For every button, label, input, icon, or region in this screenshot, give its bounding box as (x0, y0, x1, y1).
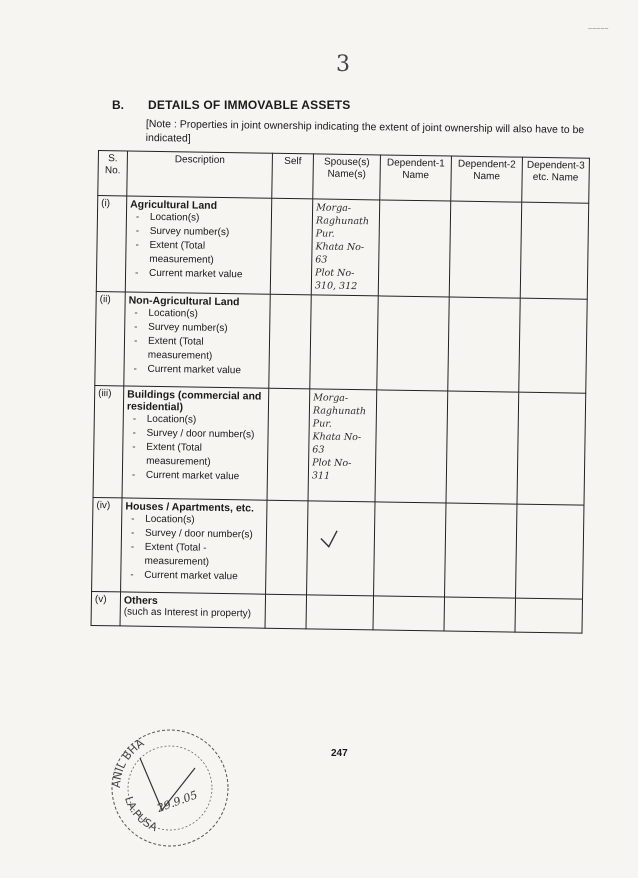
footer-page-number: 247 (331, 748, 348, 759)
header-dependent-1: Dependent-1 Name (380, 155, 452, 201)
list-item: - Location(s) (134, 307, 266, 323)
row-title: Buildings (commercial and residential) (126, 388, 262, 414)
stamp-date: 29.9.05 (155, 788, 200, 815)
row-description (120, 592, 266, 628)
list-item: - Survey / door number(s) (131, 527, 263, 543)
row-description (125, 196, 271, 294)
row-self-cell (266, 500, 308, 595)
list-item: - Extent (Total - measurement) (130, 541, 262, 571)
row-dependent-3-cell (519, 298, 587, 393)
assets-table (91, 150, 590, 634)
header-description: Description (127, 151, 273, 198)
list-item: - Extent (Total measurement) (132, 441, 264, 471)
list-item: - Location(s) (133, 413, 265, 429)
row-spouse-cell (308, 389, 377, 502)
row-dependent-1-cell (378, 200, 450, 297)
row-title: Agricultural Land (130, 198, 218, 212)
handwritten-entry (310, 597, 370, 598)
handwritten-entry: Morga- Raghunath Pur. Khata No- 63 Plot No- 310, 312 (314, 202, 370, 293)
row-dependent-1-cell (375, 390, 448, 503)
section-letter: B. (112, 98, 124, 112)
row-self-cell (267, 388, 310, 501)
row-dependent-2-cell (445, 503, 517, 598)
row-title: Others (123, 594, 158, 607)
list-item: - Current market value (133, 363, 265, 379)
table-header-row (98, 151, 590, 204)
stamp-ring-bottom: LA.PUSA (122, 794, 160, 835)
handwritten-tick-mark (311, 516, 352, 557)
row-dependent-2-cell (446, 391, 519, 504)
row-dependent-3-cell (515, 598, 583, 633)
list-item: - Extent (Total measurement) (135, 239, 267, 269)
row-description (124, 292, 270, 388)
row-subtitle: (such as Interest in property) (123, 606, 252, 620)
row-self-cell (270, 198, 313, 295)
list-item: - Survey number(s) (134, 321, 266, 337)
list-item: - Current market value (132, 469, 264, 485)
row-dependent-1-cell (374, 502, 446, 597)
row-dependent-2-cell (444, 597, 516, 632)
list-item: - Current market value (135, 267, 267, 283)
header-sno: S. No. (98, 151, 128, 196)
row-self-cell (269, 294, 311, 389)
row-spouse-cell (306, 595, 374, 630)
row-dependent-1-cell (377, 296, 449, 391)
table-row (95, 291, 587, 393)
handwritten-entry (311, 503, 372, 561)
table-row (91, 591, 582, 633)
row-sno: (i) (96, 196, 127, 292)
section-title: DETAILS OF IMMOVABLE ASSETS (148, 98, 351, 112)
row-description (121, 498, 267, 594)
handwritten-entry (315, 297, 375, 298)
row-spouse-cell (307, 501, 375, 596)
row-dependent-2-cell (449, 201, 521, 298)
header-self: Self (272, 153, 314, 199)
table-row (93, 385, 586, 505)
official-stamp (100, 718, 240, 848)
header-dependent-3: Dependent-3 etc. Name (522, 157, 590, 203)
row-sno: (ii) (95, 291, 125, 385)
handwritten-page-number: 3 (336, 52, 350, 77)
list-item: - Survey number(s) (136, 225, 268, 241)
list-item: - Current market value (130, 569, 262, 585)
stamp-ring-top: ANIL BHA (109, 736, 147, 789)
section-note: [Note : Properties in joint ownership indicating the extent of joint ownership will also have to be indicated] (145, 117, 585, 145)
row-sno: (iv) (92, 497, 122, 591)
list-item: - Extent (Total measurement) (134, 335, 266, 365)
row-sno: (iii) (93, 385, 124, 497)
row-self-cell (265, 594, 307, 629)
row-description (122, 386, 269, 500)
header-dependent-2: Dependent-2 Name (451, 156, 523, 202)
handwritten-entry: Morga- Raghunath Pur. Khata No- 63 Plot No- 311 (311, 392, 367, 482)
row-spouse-cell (310, 295, 378, 390)
header-spouse: Spouse(s) Name(s) (313, 154, 381, 200)
row-dependent-3-cell (516, 504, 584, 599)
list-item: - Location(s) (136, 211, 268, 227)
row-dependent-3-cell (517, 392, 586, 505)
row-dependent-2-cell (448, 297, 520, 392)
row-sno: (v) (91, 591, 121, 625)
row-spouse-cell (311, 199, 379, 296)
corner-scribble: ~~~~~ (588, 26, 609, 33)
row-title: Non-Agricultural Land (128, 294, 240, 309)
table-row (96, 196, 588, 300)
list-item: - Survey / door number(s) (132, 427, 264, 443)
list-item: - Location(s) (131, 513, 263, 529)
row-title: Houses / Apartments, etc. (125, 500, 255, 515)
table-row (92, 497, 584, 599)
row-dependent-3-cell (520, 202, 588, 299)
row-dependent-1-cell (373, 596, 445, 631)
